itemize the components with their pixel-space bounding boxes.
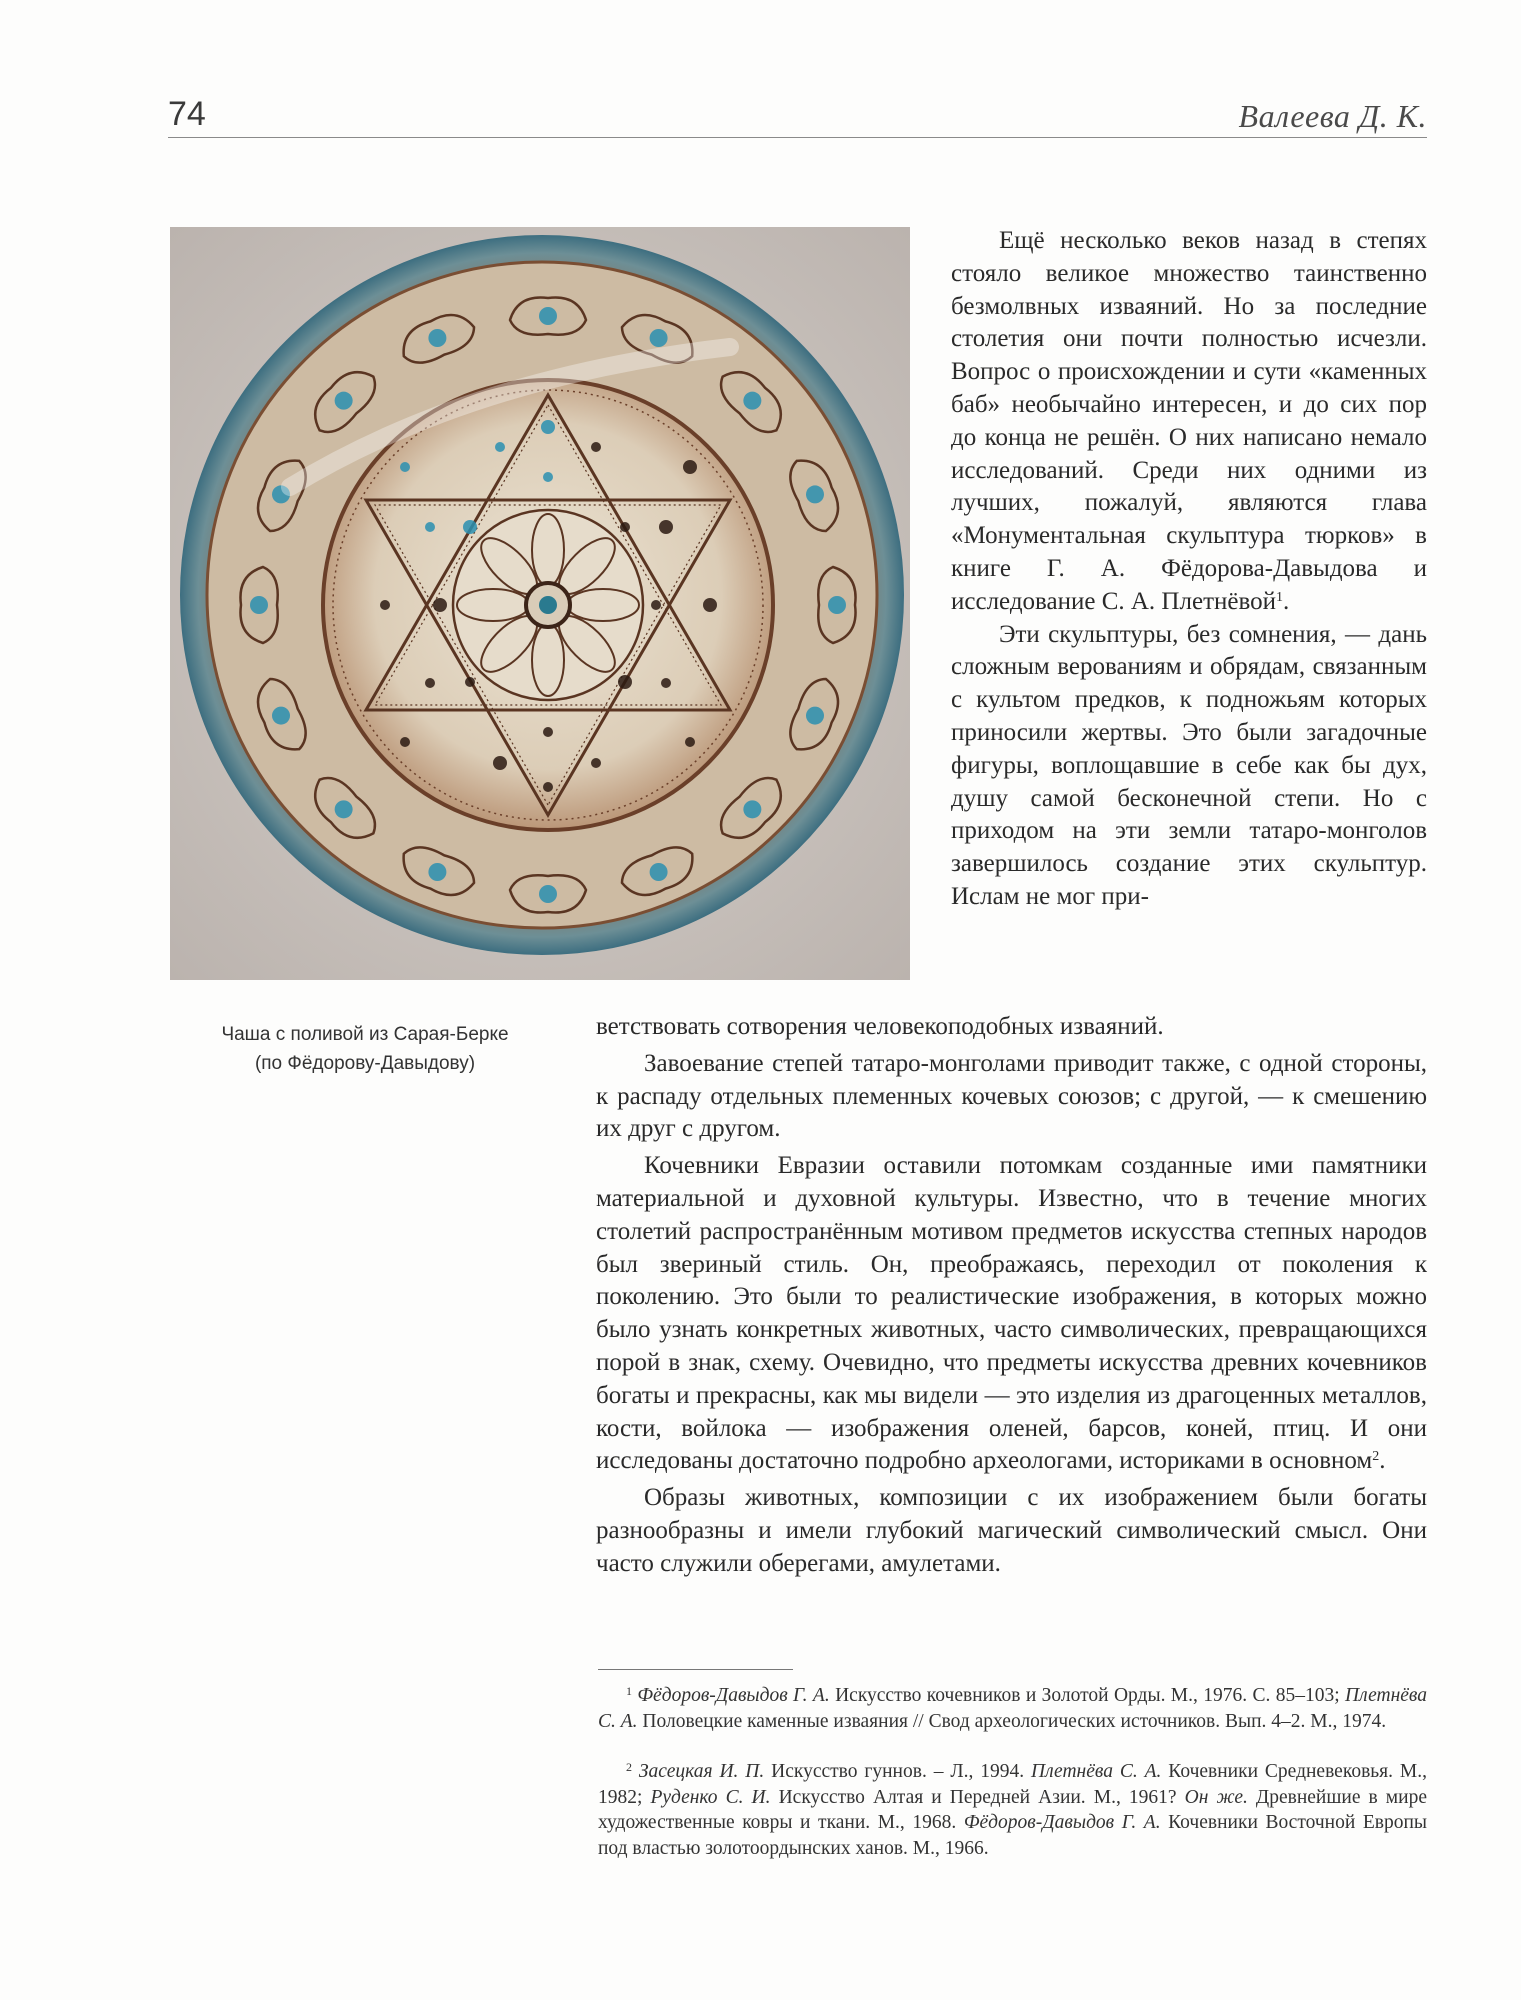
glaze-dot (433, 598, 447, 612)
footnote-ref-1: 1 (1275, 589, 1283, 605)
glaze-dot (591, 758, 601, 768)
footnote-2-author-d: Он же. (1184, 1786, 1248, 1808)
glaze-dot (495, 442, 505, 452)
footnote-ref-2: 2 (1372, 1449, 1380, 1465)
footnote-2 (598, 1759, 1427, 1861)
footnote-1-text-b: Половецкие каменные изваяния // Свод археологических источников. Вып. 4–2. М., 1974. (637, 1710, 1387, 1732)
paragraph-4-text: Кочевники Евразии оставили потомкам созданные ими памятники материальной и духовной культуры. Известно, что в течение многих столетий распространённым мотивом предметов искусства степных народов был звериный стиль. Он, преображаясь, переходил от поколения к поколению. Это были то реалистические изображения, в которых можно было узнать конкретных животных, часто символических, превращающихся порой в знак, схему. Очевидно, что предметы искусства древних кочевников богаты и прекрасны, как мы видели — это изделия из драгоценных металлов, кости, войлока — изображения оленей, барсов, коней, птиц. И они исследованы достаточно подробно археологами, историками в основном (596, 1152, 1427, 1475)
footnote-1-number: 1 (626, 1684, 632, 1698)
header-rule (168, 137, 1427, 138)
paragraph-1 (951, 225, 1427, 619)
footnote-1-author-b: Плетнёва С. А. (598, 1685, 1428, 1732)
footnote-2-text-c: Искусство Алтая и Передней Азии. М., 1961? (770, 1786, 1185, 1808)
footnote-2-text-b: Кочевники Средневековья. М., 1982; (598, 1761, 1427, 1808)
glaze-dot (493, 756, 507, 770)
glaze-dot (543, 472, 553, 482)
footnote-1-author-a: Фёдоров-Давыдов Г. А. (637, 1685, 830, 1706)
running-head: Валеева Д. К. (1238, 98, 1427, 134)
paragraph-4-end: . (1379, 1447, 1386, 1475)
glaze-dot (541, 420, 555, 434)
paragraph-5: Образы животных, композиции с их изображением были богаты разнообразны и имели глубокий магический символический смысл. Они часто служили оберегами, амулетами. (596, 1484, 1427, 1577)
footnote-2-number: 2 (626, 1760, 632, 1774)
footnote-2-author-e: Фёдоров-Давыдов Г. А. (963, 1812, 1161, 1833)
glaze-dot (425, 678, 435, 688)
text-column-right (951, 225, 1427, 914)
paragraph-1-text: Ещё несколько веков назад в степях стояло великое множество таинственно безмолвных изваяний. Но за последние столетия они почти полностью исчезли. Вопрос о происхождении и сути «каменных баб» необычайно интересен, и до сих пор до конца не решён. О них написано немало исследований. Среди них одними из лучших, пожалуй, являются глава «Монументальная скульптура тюрков» в книге Г. А. Фёдорова-Давыдова и исследование С. А. Плетнёвой (951, 227, 1427, 615)
glaze-dot (683, 460, 697, 474)
glaze-dot (685, 737, 695, 747)
glaze-dot (651, 600, 661, 610)
paragraph-3: Завоевание степей татаро-монголами приводит также, с одной стороны, к распаду отдельных племенных кочевых союзов; с другой, — к смешению их друг с другом. (596, 1049, 1427, 1143)
text-column-full (596, 1011, 1427, 1581)
glaze-dot (380, 600, 390, 610)
glaze-dot (661, 678, 671, 688)
glaze-dot (463, 520, 477, 534)
glaze-dot (659, 520, 673, 534)
paragraph-2: Эти скульптуры, без сомнения, — дань сложным верованиям и обрядам, связанным с культом предков, к подножьям которых приносили жертвы. Это были загадочные фигуры, воплощавшие в себе как бы дух, душу самой бесконечной степи. Но с приходом на эти земли татаро-монголов завершилось создание этих скульптур. Ислам не мог при- (951, 620, 1427, 910)
paragraph-4 (596, 1150, 1427, 1478)
footnote-1-text-a: Искусство кочевников и Золотой Орды. М., 1976. С. 85–103; (829, 1685, 1346, 1706)
glaze-dot (400, 737, 410, 747)
bowl-photo (170, 227, 910, 980)
footnote-2-text-d: Древнейшие в мире художественные ковры и ткани. М., 1968. (598, 1786, 1427, 1833)
paragraph-1-end: . (1282, 587, 1290, 615)
glaze-dot (591, 442, 601, 452)
paragraph-2-continued: ветствовать сотворения человекоподобных изваяний. (596, 1013, 1164, 1040)
page-number: 74 (168, 95, 206, 133)
glaze-dot (425, 522, 435, 532)
footnote-2-text-e: Кочевники Восточной Европы под властью золотоордынских ханов. М., 1966. (598, 1812, 1427, 1859)
footnote-1 (598, 1683, 1427, 1734)
footnote-rule (598, 1669, 793, 1670)
figure-caption (170, 1020, 560, 1078)
caption-line-2: (по Фёдорову-Давыдову) (254, 1053, 476, 1074)
glaze-dot (543, 782, 553, 792)
footnote-2-text-a: Искусство гуннов. – Л., 1994. (764, 1761, 1031, 1782)
footnote-2-author-b: Плетнёва С. А. (1030, 1761, 1162, 1782)
footnote-2-author-c: Руденко С. И. (650, 1786, 771, 1808)
glaze-dot (703, 598, 717, 612)
glaze-dot (400, 462, 410, 472)
glaze-dot (618, 675, 632, 689)
caption-line-1: Чаша с поливой из Сарая-Берке (221, 1024, 509, 1045)
glaze-dot (465, 677, 475, 687)
footnote-2-author-a: Засецкая И. П. (638, 1761, 765, 1782)
glaze-dot (620, 522, 630, 532)
glaze-dot (543, 727, 553, 737)
